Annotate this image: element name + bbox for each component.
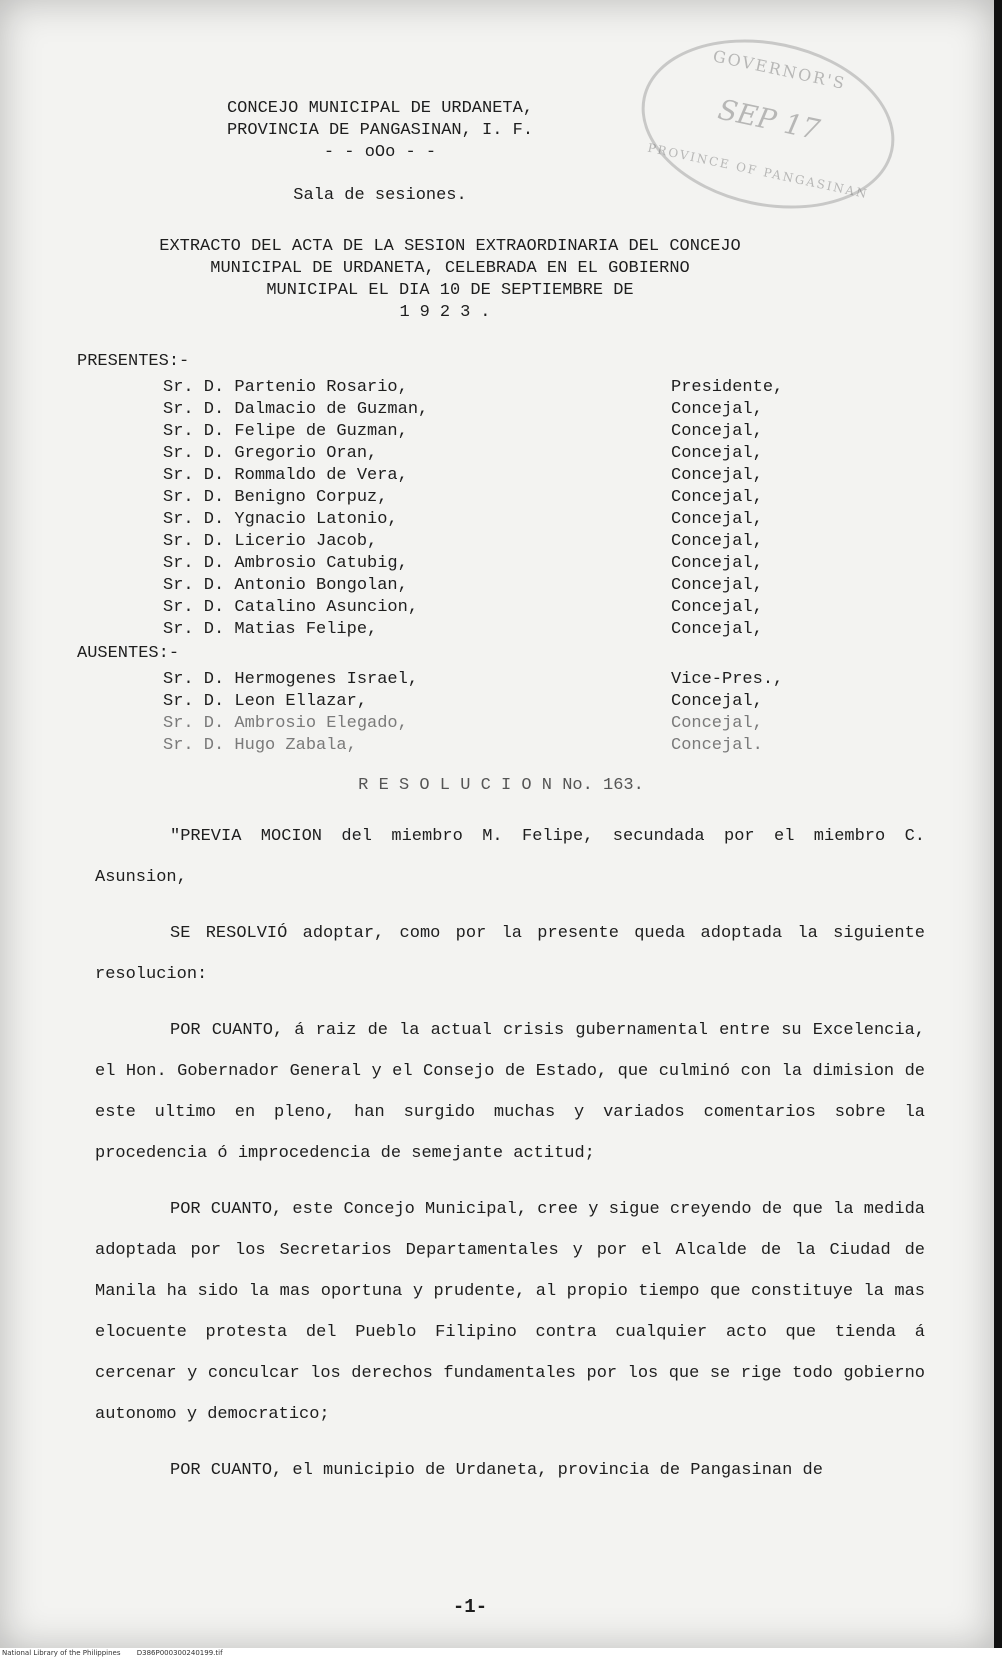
- presentes-label: PRESENTES:-: [77, 352, 190, 371]
- member-role: Concejal,: [671, 620, 763, 639]
- member-role: Concejal,: [671, 576, 763, 595]
- member-role: Concejal,: [671, 554, 763, 573]
- document-header: [0, 98, 760, 164]
- member-row: [0, 714, 995, 736]
- member-name: Sr. D. Hermogenes Israel,: [163, 670, 419, 689]
- member-name: Sr. D. Gregorio Oran,: [163, 444, 378, 463]
- member-name: Sr. D. Ygnacio Latonio,: [163, 510, 398, 529]
- member-row: [0, 422, 995, 444]
- paragraph-whereas-3: POR CUANTO, el municipio de Urdaneta, provincia de Pangasinan de: [170, 1461, 823, 1480]
- page-number: -1-: [452, 1596, 488, 1618]
- member-row: [0, 692, 995, 714]
- member-name: Sr. D. Matias Felipe,: [163, 620, 378, 639]
- scan-edge: [994, 0, 1002, 1658]
- member-name: Sr. D. Benigno Corpuz,: [163, 488, 388, 507]
- paragraph-whereas-1: POR CUANTO, á raiz de la actual crisis gubernamental entre su Excelencia, el Hon. Gobernador General y el Consejo de Estado, que culminó con la dimision de este ultimo en pleno, han surgido muchas y variados comentarios sobre la procedencia ó improcedencia de semejante actitud;: [95, 1021, 925, 1163]
- member-role: Concejal,: [671, 714, 763, 733]
- member-name: Sr. D. Licerio Jacob,: [163, 532, 378, 551]
- member-row: [0, 554, 995, 576]
- member-role: Concejal,: [671, 692, 763, 711]
- footer-note: [2, 1648, 223, 1658]
- member-role: Vice-Pres.,: [671, 670, 784, 689]
- member-row: [0, 488, 995, 510]
- member-role: Concejal,: [671, 598, 763, 617]
- member-role: Concejal,: [671, 422, 763, 441]
- member-row: [0, 466, 995, 488]
- stamp-bottom-text: PROVINCE OF PANGASINAN: [646, 140, 870, 202]
- member-name: Sr. D. Catalino Asuncion,: [163, 598, 419, 617]
- header-line-council: CONCEJO MUNICIPAL DE URDANETA,: [226, 99, 534, 118]
- member-role: Presidente,: [671, 378, 784, 397]
- member-name: Sr. D. Leon Ellazar,: [163, 692, 368, 711]
- member-row: [0, 532, 995, 554]
- member-row: [0, 620, 995, 642]
- extract-line-3: MUNICIPAL EL DIA 10 DE SEPTIEMBRE DE: [266, 281, 634, 300]
- extract-line-1: EXTRACTO DEL ACTA DE LA SESION EXTRAORDINARIA DEL CONCEJO: [159, 237, 741, 256]
- stamp-date-text: SEP 17: [715, 92, 823, 147]
- stamp-top-text: GOVERNOR'S: [711, 46, 848, 94]
- resolution-title: R E S O L U C I O N No. 163.: [358, 776, 644, 795]
- extract-line-2: MUNICIPAL DE URDANETA, CELEBRADA EN EL GOBIERNO: [210, 259, 690, 278]
- member-role: Concejal,: [671, 466, 763, 485]
- member-row: [0, 736, 995, 758]
- member-name: Sr. D. Rommaldo de Vera,: [163, 466, 408, 485]
- member-role: Concejal.: [671, 736, 763, 755]
- member-name: Sr. D. Dalmacio de Guzman,: [163, 400, 429, 419]
- member-row: [0, 444, 995, 466]
- member-row: [0, 598, 995, 620]
- member-role: Concejal,: [671, 532, 763, 551]
- member-role: Concejal,: [671, 510, 763, 529]
- member-name: Sr. D. Antonio Bongolan,: [163, 576, 408, 595]
- member-role: Concejal,: [671, 400, 763, 419]
- member-row: [0, 576, 995, 598]
- member-row: [0, 670, 995, 692]
- ausentes-label: AUSENTES:-: [77, 644, 180, 663]
- member-name: Sr. D. Hugo Zabala,: [163, 736, 357, 755]
- member-row: [0, 510, 995, 532]
- resolution-body: [95, 816, 925, 1506]
- header-line-province: PROVINCIA DE PANGASINAN, I. F.: [226, 121, 534, 140]
- member-name: Sr. D. Ambrosio Catubig,: [163, 554, 408, 573]
- footer-file-id: D386P000300240199.tif: [136, 1649, 223, 1657]
- member-role: Concejal,: [671, 444, 763, 463]
- member-role: Concejal,: [671, 488, 763, 507]
- extract-title: [0, 236, 900, 324]
- footer-library: National Library of the Philippines: [2, 1649, 121, 1657]
- header-divider: - - oOo - -: [323, 143, 437, 162]
- member-name: Sr. D. Felipe de Guzman,: [163, 422, 408, 441]
- extract-year: 1923.: [399, 303, 501, 322]
- paragraph-resolved: SE RESOLVIÓ adoptar, como por la presente queda adoptada la siguiente resolucion:: [95, 924, 925, 984]
- member-row: [0, 400, 995, 422]
- member-row: [0, 378, 995, 400]
- paragraph-motion: "PREVIA MOCION del miembro M. Felipe, secundada por el miembro C. Asunsion,: [95, 827, 925, 887]
- session-room: Sala de sesiones.: [293, 186, 467, 205]
- member-name: Sr. D. Ambrosio Elegado,: [163, 714, 408, 733]
- footer-bar: [0, 1648, 1002, 1658]
- member-name: Sr. D. Partenio Rosario,: [163, 378, 408, 397]
- paragraph-whereas-2: POR CUANTO, este Concejo Municipal, cree y sigue creyendo de que la medida adoptada por los Secretarios Departamentales y por el Alcalde de la Ciudad de Manila ha sido la mas oportuna y prudente, al propio tiempo que constituye la mas elocuente protesta del Pueblo Filipino contra cualquier acto que tienda á cercenar y conculcar los derechos fundamentales por los que se rige todo gobierno autonomo y democratico;: [95, 1200, 925, 1424]
